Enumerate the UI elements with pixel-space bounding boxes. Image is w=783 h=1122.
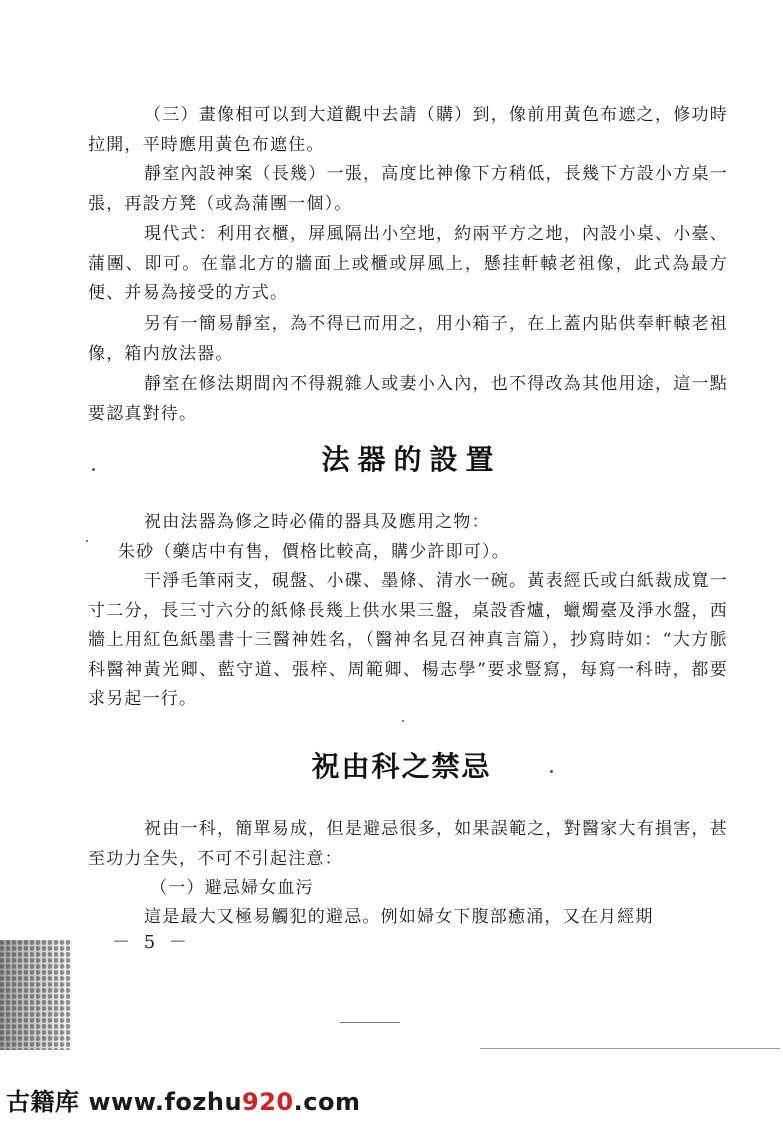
paragraph-altar-table: 靜室內設神案（長幾）一張，高度比神像下方稍低，長幾下方設小方桌一張，再設方凳（或為蒲團一個）。 xyxy=(88,164,728,214)
paragraph-brushes: 干淨毛筆兩支，硯盤、小碟、墨條、清水一碗。黃表經氏或白紙裁成寬一寸二分，長三寸六分的紙條長幾上供水果三盤，桌設香爐，蠟燭臺及淨水盤，西牆上用紅色紙墨書十三醫神姓名，（醫神名見召神真言篇），抄寫時如：“大方脈科醫神黃光卿、藍守道、張梓、周範卿、楊志學”要求豎寫，每寫一科時，都要求另起一行。 xyxy=(88,571,728,709)
scan-speckle xyxy=(92,468,95,471)
watermark-footer xyxy=(6,1082,360,1117)
paragraph-modern-style: 現代式：利用衣櫃，屏風隔出小空地，約兩平方之地，內設小桌、小臺、蒲團、即可。在靠北方的牆面上或櫃或屏風上，懸挂軒轅老祖像，此式為最方便、并易為接受的方式。 xyxy=(88,224,728,303)
section-heading-implements: 法器的設置 xyxy=(321,443,502,476)
scan-speckle xyxy=(402,720,404,722)
paragraph-implements-intro: 祝由法器為修之時必備的器具及應用之物： xyxy=(144,512,490,532)
watermark-site-suffix: .com xyxy=(293,1088,361,1116)
paragraph-cinnabar: 朱砂（藥店中有售，價格比較高，購少許即可）。 xyxy=(118,542,510,562)
scan-speckle xyxy=(550,770,553,773)
paragraph-taboo-one-detail: 這是最大又極易觸犯的避忌。例如婦女下腹部癒涌，又在月經期 xyxy=(144,907,654,927)
watermark-site-number: 920 xyxy=(242,1088,294,1116)
scan-line xyxy=(480,1048,780,1049)
page-number: － 5 － xyxy=(112,932,191,953)
scan-speckle xyxy=(86,540,88,542)
watermark-brand: 古籍库 xyxy=(6,1088,80,1116)
watermark-site-prefix: www.fozhu xyxy=(88,1088,243,1116)
paragraph-taboos-intro: 祝由一科，簡單易成，但是避忌很多，如果誤範之，對醫家大有損害，甚至功力全失，不可不引起注意： xyxy=(88,819,728,869)
paragraph-simple-room: 另有一簡易靜室，為不得已而用之，用小箱子，在上蓋内貼供奉軒轅老祖像，箱内放法器。 xyxy=(88,314,728,364)
section-heading-taboos: 祝由科之禁忌 xyxy=(311,750,492,783)
scan-line xyxy=(340,1022,400,1023)
paragraph-taboo-one: （一）避忌婦女血污 xyxy=(150,878,314,898)
paragraph-portrait: （三）畫像相可以到大道觀中去請（購）到，像前用黃色布遮之，修功時拉開，平時應用黃色布遮住。 xyxy=(88,105,728,155)
scan-edge-shadow xyxy=(0,940,72,1050)
paragraph-room-rules: 靜室在修法期間內不得親雜人或妻小入內，也不得改為其他用途，這一點要認真對待。 xyxy=(88,374,728,424)
